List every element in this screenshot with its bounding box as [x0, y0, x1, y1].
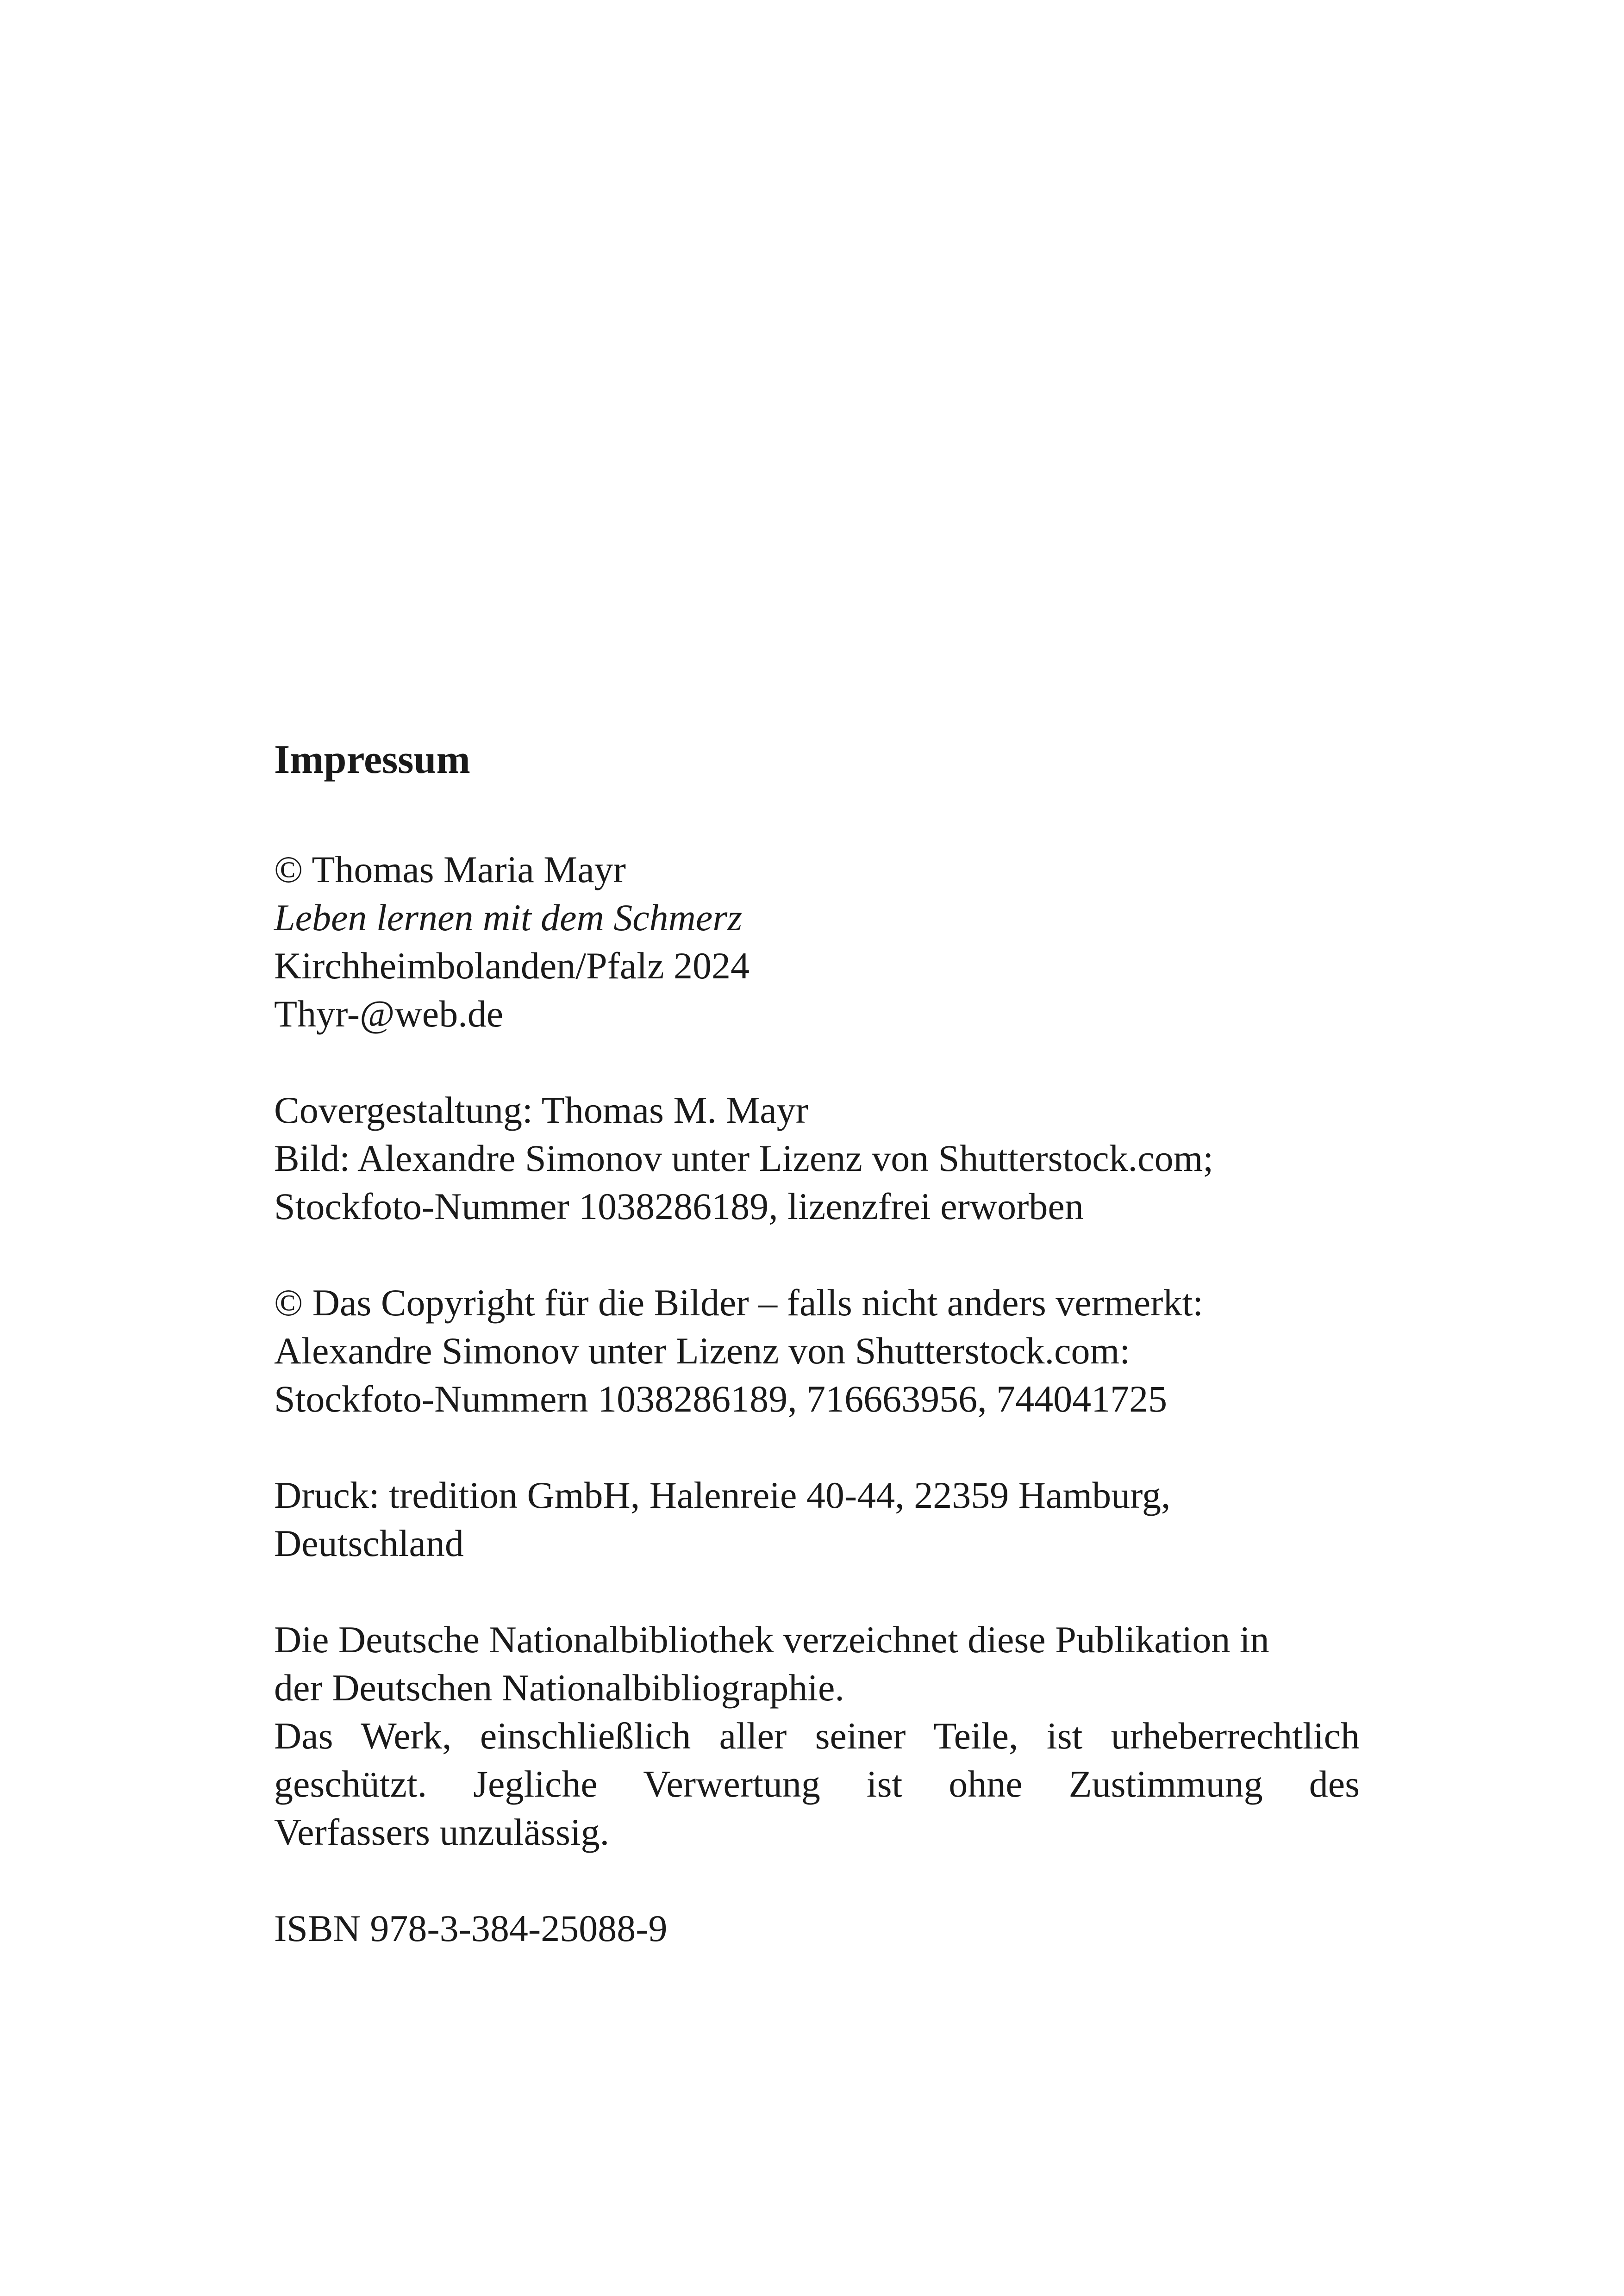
- print-block: [274, 1471, 1360, 1568]
- cover-stock-number-line: Stockfoto-Nummer 1038286189, lizenzfrei erworben: [274, 1185, 1084, 1227]
- legal-line-5: Verfassers unzulässig.: [274, 1811, 610, 1853]
- place-year: Kirchheimbolanden/Pfalz 2024: [274, 945, 750, 987]
- page-title: Impressum: [274, 737, 470, 782]
- legal-line-1: Die Deutsche Nationalbibliothek verzeichnet diese Publikation in: [274, 1618, 1269, 1661]
- printer-address-line: Druck: tredition GmbH, Halenreie 40-44, 22359 Hamburg,: [274, 1474, 1171, 1516]
- isbn-block: [274, 1904, 1360, 1953]
- legal-line-4: geschützt. Jegliche Verwertung ist ohne Zustimmung des: [274, 1763, 1360, 1805]
- cover-design-line: Covergestaltung: Thomas M. Mayr: [274, 1089, 808, 1131]
- image-copyright-line: © Das Copyright für die Bilder – falls nicht anders vermerkt:: [274, 1282, 1204, 1324]
- isbn-number: ISBN 978-3-384-25088-9: [274, 1907, 668, 1949]
- cover-image-line: Bild: Alexandre Simonov unter Lizenz von Shutterstock.com;: [274, 1137, 1214, 1179]
- book-title: Leben lernen mit dem Schmerz: [274, 896, 743, 939]
- imprint-content: [274, 736, 1360, 2001]
- copyright-line: © Thomas Maria Mayr: [274, 848, 626, 890]
- printer-country-line: Deutschland: [274, 1522, 464, 1564]
- cover-credits-block: [274, 1086, 1360, 1231]
- author-block: [274, 846, 1360, 1038]
- email-address: Thyr-@web.de: [274, 993, 504, 1035]
- legal-notice-block: [274, 1616, 1360, 1856]
- legal-line-3: Das Werk, einschließlich aller seiner Teile, ist urheberrechtlich: [274, 1715, 1360, 1757]
- image-copyright-block: [274, 1279, 1360, 1423]
- legal-line-2: der Deutschen Nationalbibliographie.: [274, 1667, 844, 1709]
- image-stock-numbers-line: Stockfoto-Nummern 1038286189, 716663956, 744041725: [274, 1378, 1168, 1420]
- image-license-line: Alexandre Simonov unter Lizenz von Shutterstock.com:: [274, 1330, 1131, 1372]
